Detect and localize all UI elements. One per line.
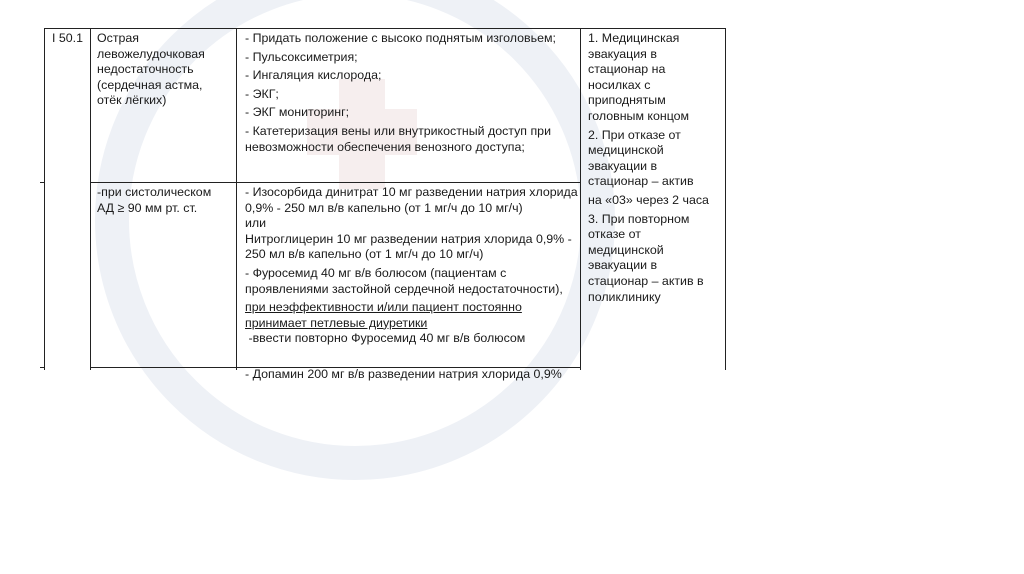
margin-tick [40,367,44,368]
action-item: - ЭКГ; [245,86,279,101]
condition-cell [97,185,233,216]
furosemide-text: - Фуросемид 40 мг в/в болюсом (пациентам с проявлениями застойной сердечной недостаточности), [245,265,563,296]
diagnosis-line: Острая [97,31,139,45]
column-divider-1 [90,28,91,370]
action-item: - ЭКГ мониторинг; [245,105,350,120]
inefficiency-text: при неэффективности и/или пациент постоянно принимает петлевые диуретики [245,300,522,330]
condition-line: АД ≥ 90 мм рт. ст. [97,200,198,215]
evacuation-item-1: 1. Медицинская эвакуация в стационар на носилках с приподнятым головным концом [588,31,690,123]
action-item: - Пульсоксиметрия; [245,49,358,64]
nitroglycerin-text: Нитроглицерин 10 мг разведении натрия хлорида 0,9% - 250 мл в/в капельно (от 1 мг/ч до 10 мг/ч) [245,231,572,262]
table-left-border [44,28,45,370]
condition-line: -при систолическом [97,185,212,199]
diagnosis-line: недостаточность [97,62,194,77]
repeat-furosemide-text: -ввести повторно Фуросемид 40 мг в/в болюсом [245,331,526,346]
isosorbide-text: - Изосорбида динитрат 10 мг разведении натрия хлорида 0,9% - 250 мл в/в капельно (от 1 мг/ч до 10 мг/ч) [245,185,578,215]
or-text: или [245,216,267,231]
treatment-cell [245,185,578,347]
action-item: - Придать положение с высоко поднятым изголовьем; [245,31,556,45]
diagnosis-line: (сердечная астма, [97,77,203,92]
margin-tick [40,182,44,183]
table-top-border [44,28,726,29]
action-item: - Ингаляция кислорода; [245,68,382,83]
evacuation-cell [588,31,716,308]
initial-actions-cell [245,31,578,158]
evacuation-item-3: 3. При повторном отказе от медицинской эвакуации в стационар – актив в поликлинику [588,211,704,304]
icd-code: I 50.1 [52,31,84,45]
evacuation-item-2b: на «03» через 2 часа [588,192,709,207]
diagnosis-line: левожелудочковая [97,46,205,61]
diagnosis-cell [97,31,233,109]
cutoff-row-text: - Допамин 200 мг в/в разведении натрия хлорида 0,9% [245,367,562,381]
evacuation-item-2: 2. При отказе от медицинской эвакуации в стационар – актив [588,127,694,189]
column-divider-3 [580,28,581,370]
action-item: - Катетеризация вены или внутрикостный доступ при невозможности обеспечения венозного доступа; [245,123,551,154]
table-right-border [725,28,726,370]
column-divider-2 [236,28,237,370]
diagnosis-line: отёк лёгких) [97,93,167,108]
row-divider-1 [90,182,581,183]
